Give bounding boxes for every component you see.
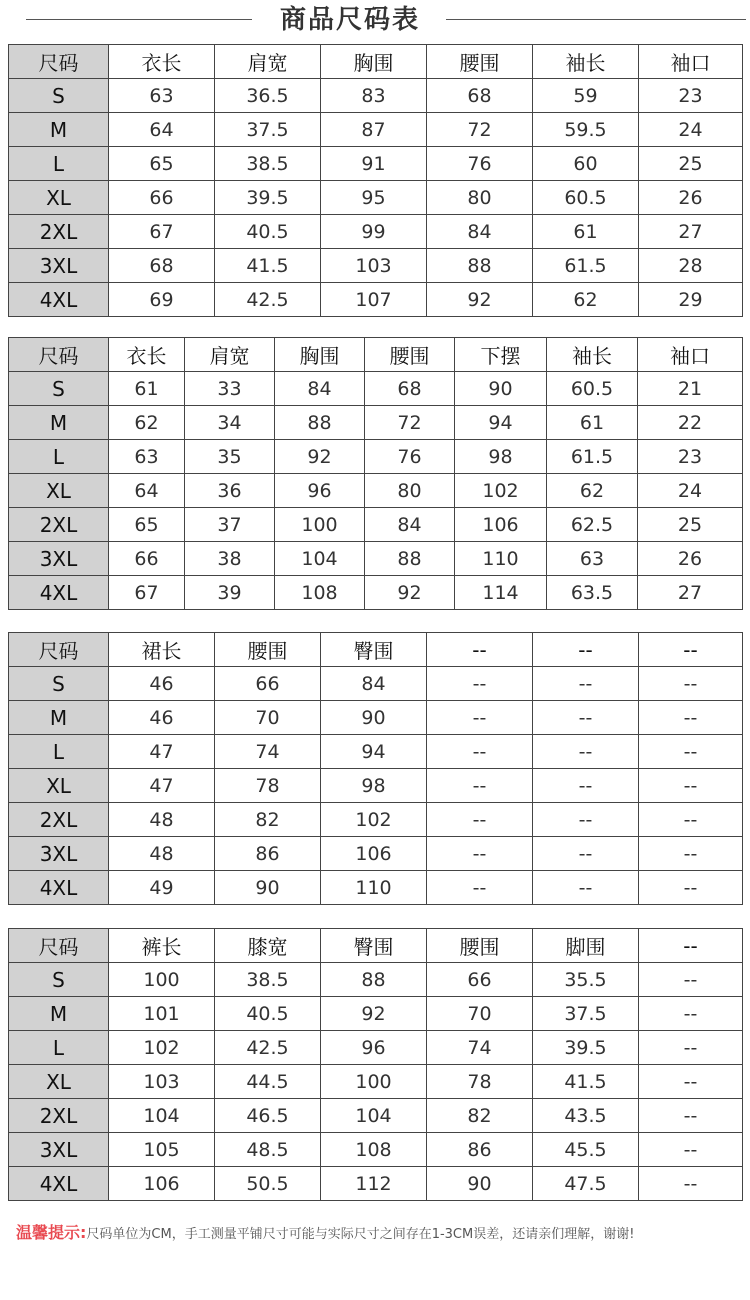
table-cell: -- <box>639 871 743 905</box>
table-cell: 104 <box>321 1099 427 1133</box>
column-header: 裙长 <box>109 633 215 667</box>
column-header: 肩宽 <box>215 45 321 79</box>
table-row <box>9 542 743 576</box>
table-cell: 66 <box>427 963 533 997</box>
table-cell: 25 <box>638 508 743 542</box>
table-cell: 60 <box>533 147 639 181</box>
table-cell: 23 <box>639 79 743 113</box>
table-cell: 26 <box>639 181 743 215</box>
table-cell: 47.5 <box>533 1167 639 1201</box>
table-cell: 41.5 <box>215 249 321 283</box>
page-title: 商品尺码表 <box>279 5 420 35</box>
table-cell: 49 <box>109 871 215 905</box>
table-row <box>9 113 743 147</box>
table-cell: -- <box>427 735 533 769</box>
table-cell: 35 <box>185 440 275 474</box>
table-cell: 47 <box>109 769 215 803</box>
table-row <box>9 474 743 508</box>
size-label-cell: M <box>9 701 109 735</box>
table-cell: 80 <box>427 181 533 215</box>
table-header-row <box>9 929 743 963</box>
size-column-header: 尺码 <box>9 338 109 372</box>
table-cell: 64 <box>109 113 215 147</box>
table-cell: 110 <box>455 542 547 576</box>
table-cell: 35.5 <box>533 963 639 997</box>
table-row <box>9 406 743 440</box>
table-cell: 63 <box>109 440 185 474</box>
table-cell: 46 <box>109 701 215 735</box>
table-cell: 104 <box>109 1099 215 1133</box>
table-cell: 72 <box>427 113 533 147</box>
table-cell: 63 <box>109 79 215 113</box>
table-cell: 27 <box>638 576 743 610</box>
size-column-header: 尺码 <box>9 929 109 963</box>
title-divider-right <box>446 19 746 20</box>
table-cell: 61 <box>547 406 638 440</box>
table-cell: 98 <box>455 440 547 474</box>
table-cell: 94 <box>455 406 547 440</box>
table-cell: 112 <box>321 1167 427 1201</box>
table-cell: 36.5 <box>215 79 321 113</box>
table-cell: 23 <box>638 440 743 474</box>
table-cell: 88 <box>365 542 455 576</box>
table-cell: 105 <box>109 1133 215 1167</box>
table-row <box>9 440 743 474</box>
size-table-4 <box>8 928 743 1201</box>
table-cell: 88 <box>275 406 365 440</box>
table-cell: -- <box>639 667 743 701</box>
size-label-cell: 2XL <box>9 1099 109 1133</box>
table-cell: 61.5 <box>533 249 639 283</box>
table-cell: 39.5 <box>533 1031 639 1065</box>
table-cell: 24 <box>639 113 743 147</box>
table-cell: -- <box>533 769 639 803</box>
column-header: -- <box>639 929 743 963</box>
title-divider-left <box>26 19 252 20</box>
table-cell: 66 <box>109 542 185 576</box>
table-cell: 46.5 <box>215 1099 321 1133</box>
column-header: 腰围 <box>215 633 321 667</box>
table-cell: 24 <box>638 474 743 508</box>
column-header: 腰围 <box>427 45 533 79</box>
table-cell: 60.5 <box>547 372 638 406</box>
table-cell: -- <box>639 701 743 735</box>
table-cell: -- <box>639 1133 743 1167</box>
table-cell: 48 <box>109 803 215 837</box>
table-row <box>9 372 743 406</box>
table-cell: 38.5 <box>215 963 321 997</box>
table-cell: 69 <box>109 283 215 317</box>
table-cell: 68 <box>427 79 533 113</box>
table-cell: 106 <box>109 1167 215 1201</box>
table-cell: 72 <box>365 406 455 440</box>
size-label-cell: L <box>9 147 109 181</box>
table-header-row <box>9 338 743 372</box>
size-label-cell: L <box>9 1031 109 1065</box>
table-cell: 44.5 <box>215 1065 321 1099</box>
table-cell: 60.5 <box>533 181 639 215</box>
table-row <box>9 837 743 871</box>
table-cell: 48 <box>109 837 215 871</box>
size-table-3 <box>8 632 743 905</box>
table-cell: 61 <box>109 372 185 406</box>
size-label-cell: S <box>9 372 109 406</box>
table-cell: -- <box>533 735 639 769</box>
table-row <box>9 667 743 701</box>
table-cell: 63.5 <box>547 576 638 610</box>
table-cell: 86 <box>427 1133 533 1167</box>
table-row <box>9 701 743 735</box>
table-cell: 74 <box>215 735 321 769</box>
table-cell: 42.5 <box>215 1031 321 1065</box>
table-cell: 66 <box>109 181 215 215</box>
size-label-cell: S <box>9 667 109 701</box>
table-cell: -- <box>533 667 639 701</box>
table-cell: -- <box>533 837 639 871</box>
table-cell: 110 <box>321 871 427 905</box>
table-cell: 92 <box>365 576 455 610</box>
table-row <box>9 283 743 317</box>
table-cell: 78 <box>427 1065 533 1099</box>
table-cell: 74 <box>427 1031 533 1065</box>
table-cell: 40.5 <box>215 997 321 1031</box>
column-header: -- <box>639 633 743 667</box>
table-cell: 84 <box>427 215 533 249</box>
table-cell: 62 <box>533 283 639 317</box>
table-cell: 27 <box>639 215 743 249</box>
table-cell: 61 <box>533 215 639 249</box>
size-label-cell: M <box>9 113 109 147</box>
column-header: -- <box>533 633 639 667</box>
column-header: 衣长 <box>109 45 215 79</box>
table-cell: 104 <box>275 542 365 576</box>
table-cell: 106 <box>321 837 427 871</box>
table-cell: 90 <box>427 1167 533 1201</box>
column-header: 袖长 <box>547 338 638 372</box>
size-label-cell: XL <box>9 181 109 215</box>
table-cell: -- <box>427 667 533 701</box>
column-header: 裤长 <box>109 929 215 963</box>
table-cell: 65 <box>109 508 185 542</box>
table-cell: -- <box>427 701 533 735</box>
table-cell: 66 <box>215 667 321 701</box>
table-cell: -- <box>639 1099 743 1133</box>
table-row <box>9 79 743 113</box>
table-cell: 95 <box>321 181 427 215</box>
table-cell: 101 <box>109 997 215 1031</box>
table-cell: 90 <box>321 701 427 735</box>
table-cell: 88 <box>321 963 427 997</box>
size-label-cell: 4XL <box>9 871 109 905</box>
table-cell: 40.5 <box>215 215 321 249</box>
table-cell: 26 <box>638 542 743 576</box>
table-cell: 70 <box>427 997 533 1031</box>
table-cell: 103 <box>109 1065 215 1099</box>
table-cell: 70 <box>215 701 321 735</box>
table-cell: 67 <box>109 215 215 249</box>
size-label-cell: L <box>9 440 109 474</box>
table-row <box>9 769 743 803</box>
column-header: 袖口 <box>638 338 743 372</box>
size-table-1 <box>8 44 743 317</box>
size-label-cell: S <box>9 963 109 997</box>
table-cell: 94 <box>321 735 427 769</box>
column-header: 肩宽 <box>185 338 275 372</box>
column-header: 胸围 <box>275 338 365 372</box>
title-row <box>0 0 750 42</box>
size-label-cell: M <box>9 997 109 1031</box>
table-cell: 64 <box>109 474 185 508</box>
table-cell: 68 <box>365 372 455 406</box>
size-label-cell: M <box>9 406 109 440</box>
table-cell: 90 <box>455 372 547 406</box>
table-cell: 91 <box>321 147 427 181</box>
table-cell: 102 <box>109 1031 215 1065</box>
table-cell: 29 <box>639 283 743 317</box>
table-cell: 22 <box>638 406 743 440</box>
column-header: 袖口 <box>639 45 743 79</box>
size-label-cell: S <box>9 79 109 113</box>
table-cell: 103 <box>321 249 427 283</box>
table-row <box>9 963 743 997</box>
table-cell: 100 <box>275 508 365 542</box>
table-cell: 37 <box>185 508 275 542</box>
table-cell: 82 <box>215 803 321 837</box>
note-text: 尺码单位为CM，手工测量平铺尺寸可能与实际尺寸之间存在1-3CM误差，还请亲们理解，谢谢! <box>86 1227 635 1242</box>
size-label-cell: 3XL <box>9 542 109 576</box>
table-cell: 84 <box>365 508 455 542</box>
size-label-cell: 3XL <box>9 1133 109 1167</box>
table-cell: 63 <box>547 542 638 576</box>
table-row <box>9 147 743 181</box>
size-note <box>16 1223 740 1245</box>
table-cell: 96 <box>275 474 365 508</box>
table-row <box>9 1031 743 1065</box>
table-cell: 88 <box>427 249 533 283</box>
table-cell: -- <box>533 803 639 837</box>
table-cell: 59 <box>533 79 639 113</box>
table-row <box>9 215 743 249</box>
table-cell: 76 <box>365 440 455 474</box>
size-label-cell: XL <box>9 769 109 803</box>
table-row <box>9 803 743 837</box>
table-cell: -- <box>427 837 533 871</box>
table-row <box>9 181 743 215</box>
table-cell: 38 <box>185 542 275 576</box>
table-cell: 98 <box>321 769 427 803</box>
table-row <box>9 871 743 905</box>
table-cell: 61.5 <box>547 440 638 474</box>
column-header: 下摆 <box>455 338 547 372</box>
column-header: 脚围 <box>533 929 639 963</box>
size-label-cell: 3XL <box>9 837 109 871</box>
table-cell: 65 <box>109 147 215 181</box>
table-cell: 62 <box>547 474 638 508</box>
column-header: 衣长 <box>109 338 185 372</box>
table-cell: 33 <box>185 372 275 406</box>
table-cell: 62.5 <box>547 508 638 542</box>
table-cell: -- <box>639 1065 743 1099</box>
size-column-header: 尺码 <box>9 45 109 79</box>
column-header: 膝宽 <box>215 929 321 963</box>
table-cell: 37.5 <box>533 997 639 1031</box>
table-row <box>9 997 743 1031</box>
size-label-cell: XL <box>9 1065 109 1099</box>
table-cell: 84 <box>321 667 427 701</box>
table-cell: 42.5 <box>215 283 321 317</box>
table-cell: 78 <box>215 769 321 803</box>
table-cell: 99 <box>321 215 427 249</box>
column-header: 臀围 <box>321 929 427 963</box>
table-cell: 62 <box>109 406 185 440</box>
table-row <box>9 508 743 542</box>
table-cell: 50.5 <box>215 1167 321 1201</box>
table-cell: -- <box>639 963 743 997</box>
table-cell: -- <box>533 871 639 905</box>
table-cell: -- <box>427 871 533 905</box>
size-label-cell: XL <box>9 474 109 508</box>
table-cell: 82 <box>427 1099 533 1133</box>
table-cell: -- <box>533 701 639 735</box>
table-cell: -- <box>639 837 743 871</box>
table-cell: 100 <box>321 1065 427 1099</box>
table-cell: -- <box>639 997 743 1031</box>
table-cell: 90 <box>215 871 321 905</box>
table-cell: -- <box>639 803 743 837</box>
table-row <box>9 1099 743 1133</box>
table-cell: 100 <box>109 963 215 997</box>
table-header-row <box>9 633 743 667</box>
table-cell: 68 <box>109 249 215 283</box>
size-label-cell: L <box>9 735 109 769</box>
table-cell: 21 <box>638 372 743 406</box>
table-cell: 39 <box>185 576 275 610</box>
table-cell: -- <box>639 769 743 803</box>
table-cell: 34 <box>185 406 275 440</box>
table-cell: 67 <box>109 576 185 610</box>
table-cell: -- <box>427 803 533 837</box>
size-label-cell: 4XL <box>9 576 109 610</box>
column-header: 腰围 <box>427 929 533 963</box>
size-label-cell: 4XL <box>9 1167 109 1201</box>
table-cell: -- <box>639 1031 743 1065</box>
table-row <box>9 1065 743 1099</box>
table-cell: 114 <box>455 576 547 610</box>
table-cell: 76 <box>427 147 533 181</box>
table-cell: 45.5 <box>533 1133 639 1167</box>
table-row <box>9 735 743 769</box>
table-cell: 25 <box>639 147 743 181</box>
size-label-cell: 2XL <box>9 803 109 837</box>
column-header: -- <box>427 633 533 667</box>
size-label-cell: 4XL <box>9 283 109 317</box>
table-cell: 59.5 <box>533 113 639 147</box>
column-header: 腰围 <box>365 338 455 372</box>
table-cell: 36 <box>185 474 275 508</box>
table-cell: 96 <box>321 1031 427 1065</box>
table-row <box>9 576 743 610</box>
table-cell: 92 <box>427 283 533 317</box>
table-cell: 83 <box>321 79 427 113</box>
size-label-cell: 2XL <box>9 508 109 542</box>
table-cell: 47 <box>109 735 215 769</box>
table-cell: 92 <box>275 440 365 474</box>
table-cell: 102 <box>455 474 547 508</box>
table-row <box>9 249 743 283</box>
table-cell: 37.5 <box>215 113 321 147</box>
table-cell: 48.5 <box>215 1133 321 1167</box>
table-cell: 41.5 <box>533 1065 639 1099</box>
table-cell: 86 <box>215 837 321 871</box>
table-cell: 28 <box>639 249 743 283</box>
table-cell: 39.5 <box>215 181 321 215</box>
table-cell: 108 <box>321 1133 427 1167</box>
table-cell: 106 <box>455 508 547 542</box>
table-cell: 84 <box>275 372 365 406</box>
table-cell: 38.5 <box>215 147 321 181</box>
table-cell: 80 <box>365 474 455 508</box>
size-label-cell: 3XL <box>9 249 109 283</box>
table-cell: -- <box>639 735 743 769</box>
table-cell: 92 <box>321 997 427 1031</box>
column-header: 胸围 <box>321 45 427 79</box>
table-cell: 87 <box>321 113 427 147</box>
column-header: 臀围 <box>321 633 427 667</box>
size-label-cell: 2XL <box>9 215 109 249</box>
table-cell: 108 <box>275 576 365 610</box>
table-cell: 46 <box>109 667 215 701</box>
table-cell: 102 <box>321 803 427 837</box>
column-header: 袖长 <box>533 45 639 79</box>
table-row <box>9 1167 743 1201</box>
size-table-2 <box>8 337 743 610</box>
size-column-header: 尺码 <box>9 633 109 667</box>
table-cell: 107 <box>321 283 427 317</box>
table-cell: -- <box>639 1167 743 1201</box>
table-cell: -- <box>427 769 533 803</box>
table-header-row <box>9 45 743 79</box>
table-row <box>9 1133 743 1167</box>
note-label: 温馨提示: <box>16 1223 87 1242</box>
table-cell: 43.5 <box>533 1099 639 1133</box>
